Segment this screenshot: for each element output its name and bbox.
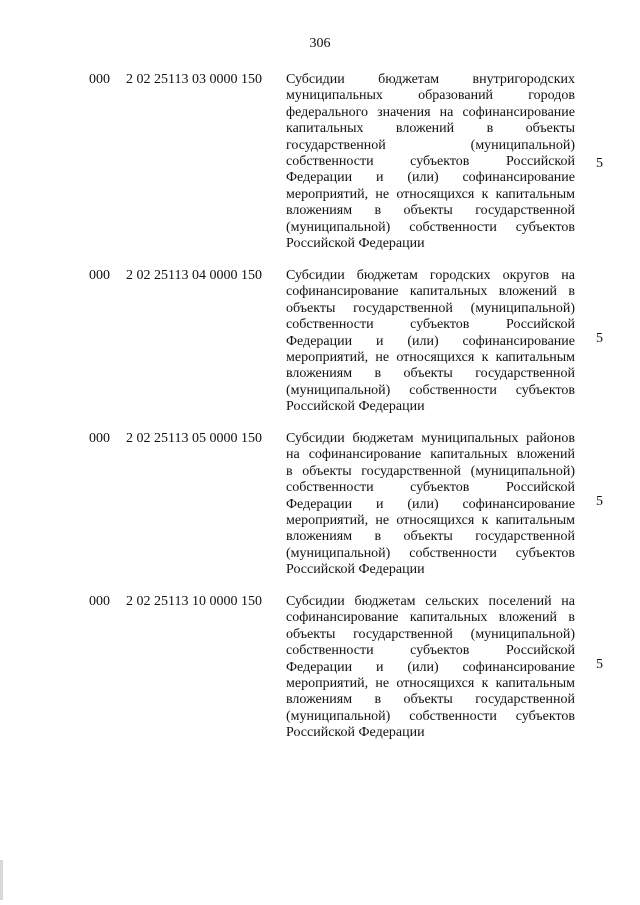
description-line: софинансирование капитальных вложений в: [286, 610, 575, 626]
description-line: Федерации и (или) софинансирование: [286, 659, 575, 675]
description-line: собственности субъектов Российской: [286, 317, 575, 333]
description-line: федерального значения на софинансирование: [286, 104, 575, 120]
description-line: мероприятий, не относящихся к капитальным: [286, 675, 575, 691]
description-line: в объекты государственной (муниципальной): [286, 463, 575, 479]
norm-value: 5: [596, 331, 603, 346]
description-line: Российской Федерации: [286, 562, 425, 578]
description-line: Российской Федерации: [286, 235, 425, 251]
budget-classification-code: 2 02 25113 10 0000 150: [126, 594, 262, 609]
admin-code: 000: [89, 594, 110, 609]
description-line: Российской Федерации: [286, 725, 425, 741]
admin-code: 000: [89, 431, 110, 446]
description-line: собственности субъектов Российской: [286, 480, 575, 496]
description-line: (муниципальной) собственности субъектов: [286, 708, 575, 724]
budget-classification-code: 2 02 25113 03 0000 150: [126, 72, 262, 87]
description-line: муниципальных образований городов: [286, 88, 575, 104]
description-line: Субсидии бюджетам муниципальных районов: [286, 431, 575, 446]
description-line: государственной (муниципальной): [286, 137, 575, 153]
description-line: мероприятий, не относящихся к капитальным: [286, 186, 575, 202]
description-line: собственности субъектов Российской: [286, 643, 575, 659]
description-line: софинансирование капитальных вложений в: [286, 284, 575, 300]
description-line: мероприятий, не относящихся к капитальным: [286, 349, 575, 365]
page-number: 306: [309, 36, 331, 51]
description-line: Федерации и (или) софинансирование: [286, 170, 575, 186]
description-line: вложениям в объекты государственной: [286, 692, 575, 708]
description-line: вложениям в объекты государственной: [286, 203, 575, 219]
scan-edge-mark: [0, 860, 3, 900]
description-line: вложениям в объекты государственной: [286, 529, 575, 545]
description-line: (муниципальной) собственности субъектов: [286, 545, 575, 561]
table-row: [0, 268, 640, 431]
description-line: мероприятий, не относящихся к капитальным: [286, 512, 575, 528]
description-line: (муниципальной) собственности субъектов: [286, 219, 575, 235]
description-line: Федерации и (или) софинансирование: [286, 333, 575, 349]
table-row: [0, 594, 640, 757]
table-row: [0, 431, 640, 594]
description-line: капитальных вложений в объекты: [286, 121, 575, 137]
description-line: Федерации и (или) софинансирование: [286, 496, 575, 512]
description-line: Субсидии бюджетам сельских поселений на: [286, 594, 575, 609]
description-line: Российской Федерации: [286, 399, 425, 415]
description-line: объекты государственной (муниципальной): [286, 626, 575, 642]
description-line: вложениям в объекты государственной: [286, 366, 575, 382]
budget-classification-code: 2 02 25113 05 0000 150: [126, 431, 262, 446]
norm-value: 5: [596, 657, 603, 672]
income-description: [286, 72, 575, 252]
admin-code: 000: [89, 268, 110, 283]
table-row: [0, 72, 640, 268]
income-description: [286, 594, 575, 742]
description-line: объекты государственной (муниципальной): [286, 300, 575, 316]
income-description: [286, 268, 575, 416]
budget-classification-code: 2 02 25113 04 0000 150: [126, 268, 262, 283]
budget-code-table: [0, 72, 640, 757]
income-description: [286, 431, 575, 579]
description-line: Субсидии бюджетам внутригородских: [286, 72, 575, 87]
admin-code: 000: [89, 72, 110, 87]
norm-value: 5: [596, 494, 603, 509]
description-line: Субсидии бюджетам городских округов на: [286, 268, 575, 283]
description-line: на софинансирование капитальных вложений: [286, 447, 575, 463]
description-line: (муниципальной) собственности субъектов: [286, 382, 575, 398]
norm-value: 5: [596, 156, 603, 171]
description-line: собственности субъектов Российской: [286, 153, 575, 169]
